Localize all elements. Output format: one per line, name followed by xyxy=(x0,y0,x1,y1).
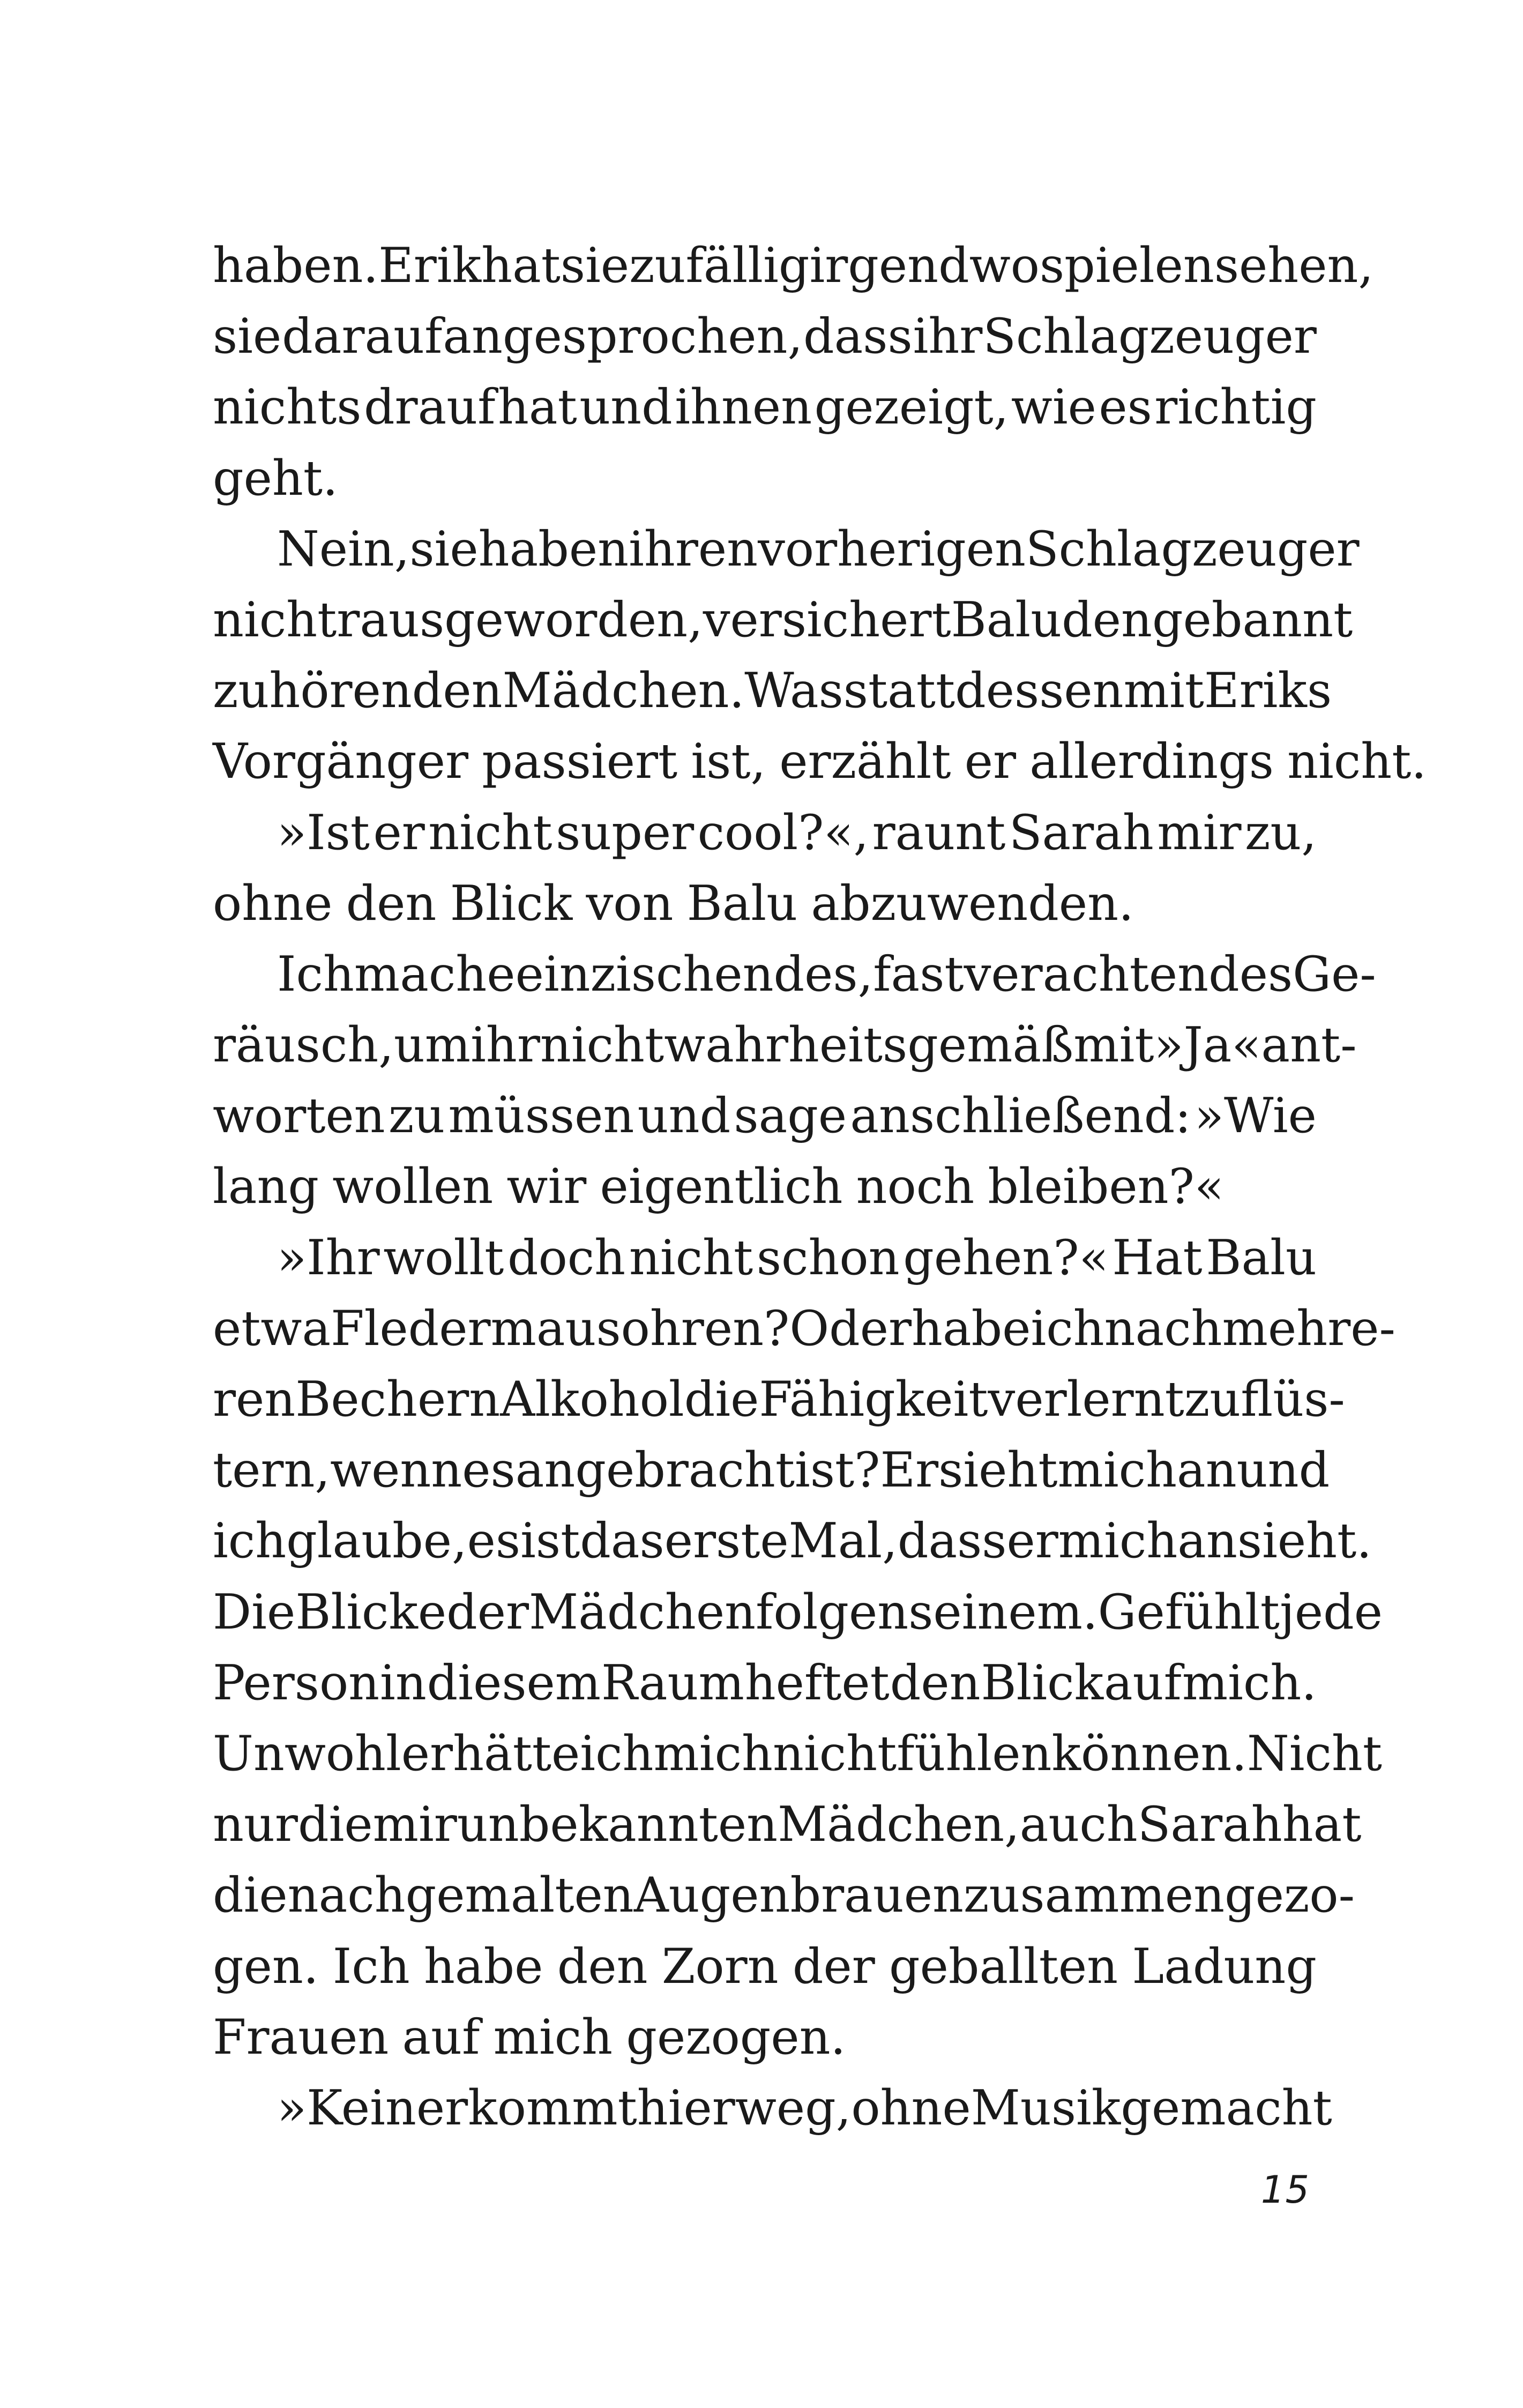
text-line: Frauen auf mich gezogen. xyxy=(213,2009,846,2065)
text-line: Die Blicke der Mädchen folgen seinem. Gefühlt jede xyxy=(213,1584,1383,1640)
paragraph xyxy=(213,2073,1332,2144)
text-line: ich glaube, es ist das erste Mal, dass er mich ansieht. xyxy=(213,1513,1372,1570)
text-line: »Keiner kommt hier weg, ohne Musik gemacht xyxy=(277,2079,1332,2136)
paragraph xyxy=(213,514,1427,798)
text-line: tern, wenn es angebracht ist? Er sieht mich an und xyxy=(213,1442,1330,1499)
paragraph xyxy=(213,798,1317,939)
text-line: sie darauf angesprochen, dass ihr Schlagzeuger xyxy=(213,308,1317,365)
text-line: »Ihr wollt doch nicht schon gehen?« Hat Balu xyxy=(277,1229,1317,1286)
text-line: Nein, sie haben ihren vorherigen Schlagzeuger xyxy=(277,521,1360,577)
text-line: lang wollen wir eigentlich noch bleiben?« xyxy=(213,1158,1224,1215)
text-line: zuhörenden Mädchen. Was stattdessen mit Eriks xyxy=(213,663,1332,719)
text-line: geht. xyxy=(213,450,338,507)
body-text xyxy=(213,231,1427,2144)
text-line: nur die mir unbekannten Mädchen, auch Sarah hat xyxy=(213,1796,1362,1853)
paragraph xyxy=(213,231,1374,514)
text-line: Vorgänger passiert ist, erzählt er allerdings nicht. xyxy=(213,733,1427,790)
paragraph xyxy=(213,939,1376,1223)
text-line: haben. Erik hat sie zufällig irgendwo spielen sehen, xyxy=(213,237,1374,294)
text-line: nichts drauf hat und ihnen gezeigt, wie es richtig xyxy=(213,379,1317,436)
text-line: worten zu müssen und sage anschließend: »Wie xyxy=(213,1088,1317,1144)
text-line: »Ist er nicht super cool?«, raunt Sarah mir zu, xyxy=(277,804,1317,861)
text-line: etwa Fledermausohren? Oder habe ich nach mehre- xyxy=(213,1300,1395,1357)
text-line: nicht rausgeworden, versichert Balu den gebannt xyxy=(213,591,1353,648)
text-line: die nachgemalten Augenbrauen zusammengezo- xyxy=(213,1867,1355,1924)
page-number: 15 xyxy=(1260,2168,1310,2212)
text-line: gen. Ich habe den Zorn der geballten Ladung xyxy=(213,1938,1317,1995)
paragraph xyxy=(213,1223,1395,2073)
text-line: ren Bechern Alkohol die Fähigkeit verlernt zu flüs- xyxy=(213,1371,1345,1428)
text-line: räusch, um ihr nicht wahrheitsgemäß mit »Ja« ant- xyxy=(213,1017,1357,1074)
text-line: Ich mache ein zischendes, fast verachtendes Ge- xyxy=(277,946,1376,1002)
text-line: ohne den Blick von Balu abzuwenden. xyxy=(213,875,1134,932)
text-line: Unwohler hätte ich mich nicht fühlen können. Nicht xyxy=(213,1725,1383,1782)
text-line: Person in diesem Raum heftet den Blick auf mich. xyxy=(213,1654,1317,1711)
